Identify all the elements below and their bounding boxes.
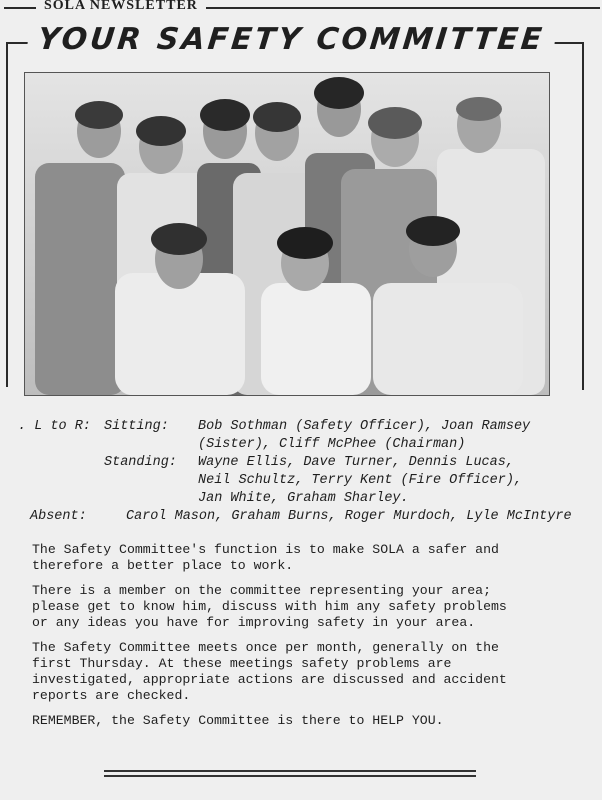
photo-caption xyxy=(18,418,572,526)
caption-absent-row xyxy=(18,508,572,526)
committee-photo xyxy=(24,72,550,396)
caption-absent-label: Absent: xyxy=(30,509,87,524)
caption-standing-row xyxy=(18,454,572,508)
caption-sitting-label: Sitting: xyxy=(104,419,169,434)
group-photo-illustration xyxy=(25,73,549,395)
newsletter-header: SOLA NEWSLETTER xyxy=(36,0,206,14)
paragraph-function: The Safety Committee's function is to make SOLA a safer and therefore a better place to work. xyxy=(32,542,499,573)
frame-left-rule xyxy=(6,42,8,387)
caption-standing-label: Standing: xyxy=(104,455,177,470)
paragraph-meetings: The Safety Committee meets once per month, generally on the first Thursday. At these meetings safety problems are investigated, appropriate actions are discussed and accident reports are checked. xyxy=(32,640,507,703)
paragraph-representation: There is a member on the committee representing your area; please get to know him, discuss with him any safety problems or any ideas you have for improving safety in your area. xyxy=(32,583,507,630)
caption-absent-names: Carol Mason, Graham Burns, Roger Murdoch, Lyle McIntyre xyxy=(126,509,572,524)
article-body xyxy=(32,542,572,738)
caption-standing-names: Wayne Ellis, Dave Turner, Dennis Lucas, Neil Schultz, Terry Kent (Fire Officer), Jan White, Graham Sharley. xyxy=(198,455,523,506)
page-title: YOUR SAFETY COMMITTEE xyxy=(26,22,556,57)
frame-right-rule xyxy=(582,42,584,390)
bottom-rule-top xyxy=(104,770,476,772)
paragraph-remember: REMEMBER, the Safety Committee is there to HELP YOU. xyxy=(32,713,444,728)
bottom-rule-bottom xyxy=(104,775,476,777)
caption-lr-label: . L to R: xyxy=(18,419,91,434)
caption-sitting-names: Bob Sothman (Safety Officer), Joan Ramsey (Sister), Cliff McPhee (Chairman) xyxy=(198,419,531,452)
caption-sitting-row xyxy=(18,418,572,454)
